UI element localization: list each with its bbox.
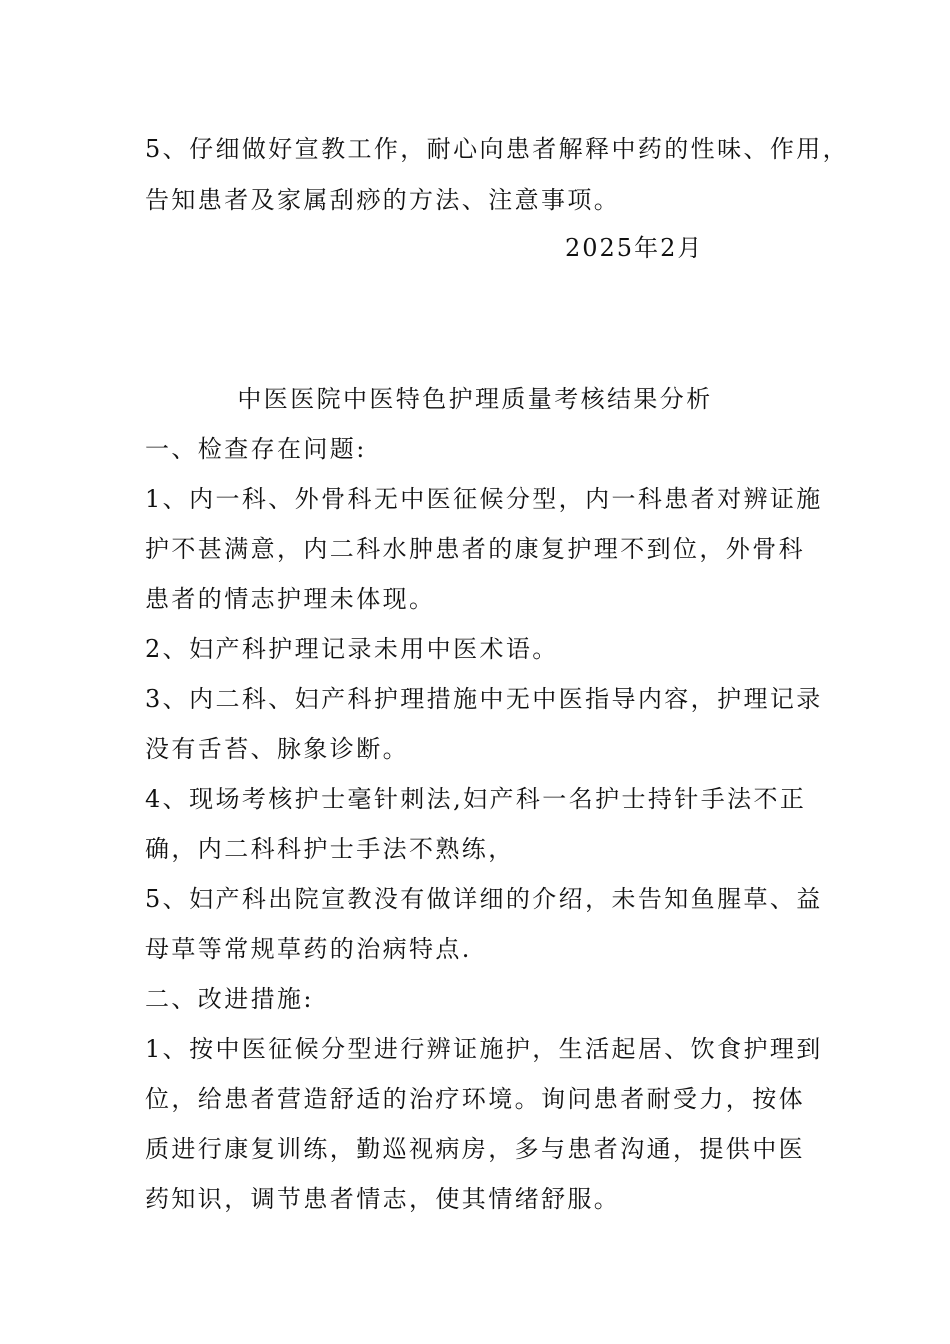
paragraph-line: 确，内二科科护士手法不熟练， xyxy=(145,835,515,863)
paragraph-line: 没有舌苔、脉象诊断。 xyxy=(145,735,409,763)
section-heading: 二、改进措施: xyxy=(145,985,314,1013)
section-heading: 一、检查存在问题: xyxy=(145,435,367,463)
paragraph-line: 护不甚满意，内二科水肿患者的康复护理不到位，外骨科 xyxy=(145,535,805,563)
paragraph-line: 质进行康复训练，勤巡视病房，多与患者沟通，提供中医 xyxy=(145,1135,805,1163)
document-title: 中医医院中医特色护理质量考核结果分析 xyxy=(237,385,713,413)
paragraph-line: 1、按中医征候分型进行辨证施护，生活起居、饮食护理到 xyxy=(145,1035,823,1063)
document-date: 2025年2月 xyxy=(565,234,704,262)
paragraph-line: 4、现场考核护士毫针刺法,妇产科一名护士持针手法不正 xyxy=(145,785,807,813)
paragraph-line: 患者的情志护理未体现。 xyxy=(145,585,436,613)
paragraph-line: 5、妇产科出院宣教没有做详细的介绍，未告知鱼腥草、益 xyxy=(145,885,823,913)
paragraph-line: 药知识，调节患者情志，使其情绪舒服。 xyxy=(145,1185,621,1213)
paragraph-line: 母草等常规草药的治病特点. xyxy=(145,935,472,963)
paragraph-line: 1、内一科、外骨科无中医征候分型，内一科患者对辨证施 xyxy=(145,485,823,513)
paragraph-line: 告知患者及家属刮痧的方法、注意事项。 xyxy=(145,186,621,214)
paragraph-line: 2、妇产科护理记录未用中医术语。 xyxy=(145,635,559,663)
paragraph-line: 位，给患者营造舒适的治疗环境。询问患者耐受力，按体 xyxy=(145,1085,805,1113)
paragraph-line: 3、内二科、妇产科护理措施中无中医指导内容，护理记录 xyxy=(145,685,823,713)
paragraph-line: 5、仔细做好宣教工作，耐心向患者解释中药的性味、作用， xyxy=(145,135,850,163)
